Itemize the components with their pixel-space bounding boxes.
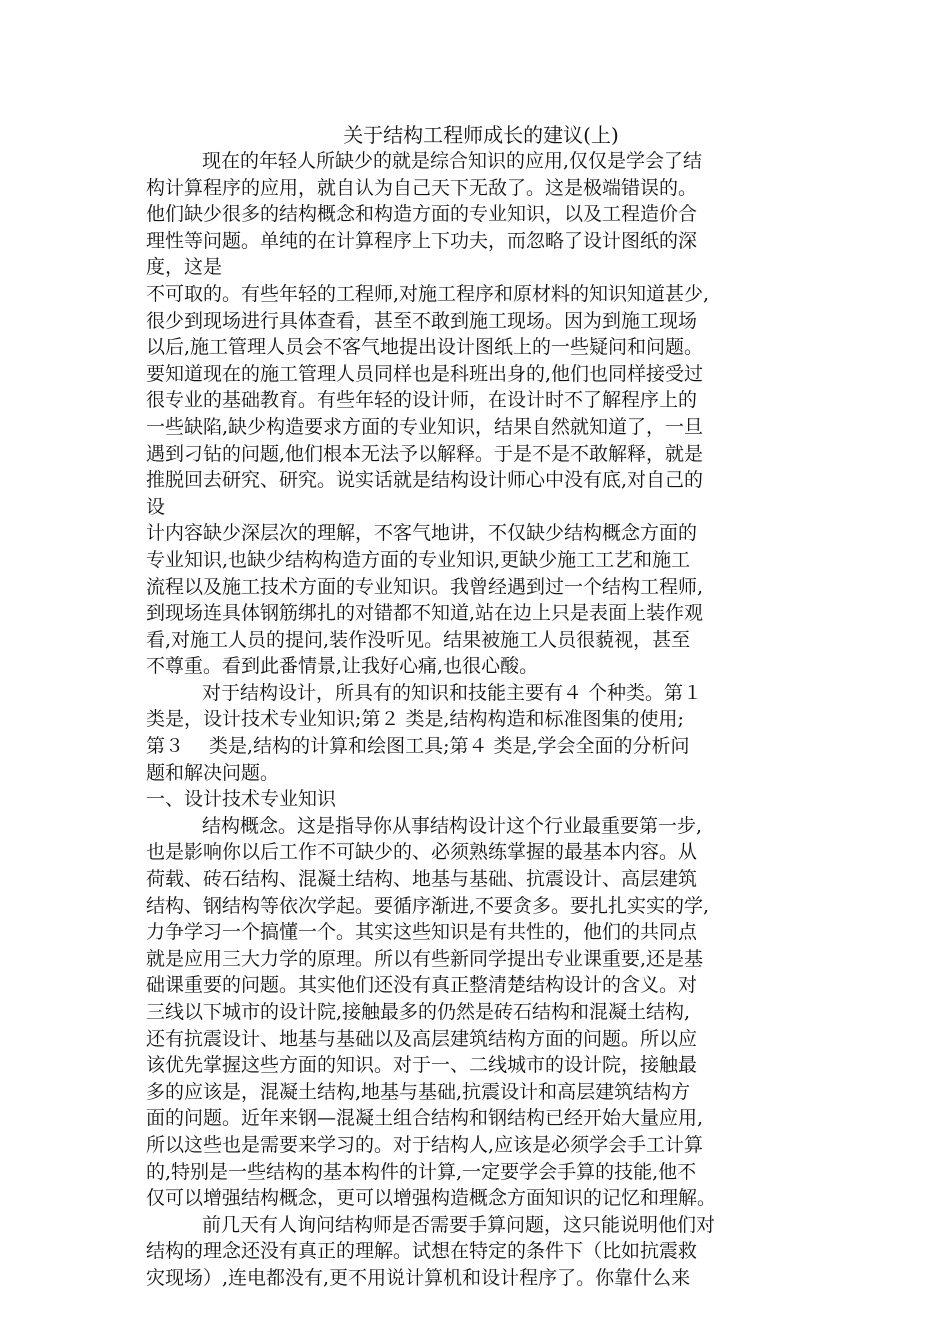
text-line: 一、设计技术专业知识 (146, 788, 337, 811)
text-line: 构计算程序的应用，就自认为自己天下无敌了。这是极端错误的。 (146, 176, 698, 199)
text-line: 还有抗震设计、地基与基础以及高层建筑结构方面的问题。所以应 (146, 1027, 698, 1050)
document-body (146, 148, 816, 1292)
text-line: 灾现场）,连电都没有,更不用说计算机和设计程序了。你靠什么来 (146, 1266, 691, 1289)
text-line: 题和解决问题。 (146, 761, 280, 784)
text-line: 设 (146, 495, 166, 518)
text-line: 仅可以增强结构概念，更可以增强构造概念方面知识的记忆和理解。 (146, 1187, 717, 1210)
text-line: 不尊重。看到此番情景,让我好心痛,也很心酸。 (146, 655, 539, 678)
text-line: 结构的理念还没有真正的理解。试想在特定的条件下（比如抗震救 (146, 1240, 698, 1263)
text-line: 理性等问题。单纯的在计算程序上下功夫，而忽略了设计图纸的深 (146, 229, 698, 252)
text-line: 就是应用三大力学的原理。所以有些新同学提出专业课重要,还是基 (146, 947, 704, 970)
text-line: 础课重要的问题。其实他们还没有真正整清楚结构设计的含义。对 (146, 974, 698, 997)
text-line: 对于结构设计，所具有的知识和技能主要有４ 个种类。第１ (202, 681, 703, 704)
text-line: 以后,施工管理人员会不客气地提出设计图纸上的一些疑问和问题。 (146, 336, 704, 359)
text-line: 计内容缺少深层次的理解，不客气地讲，不仅缺少结构概念方面的 (146, 522, 698, 545)
text-line: 要知道现在的施工管理人员同样也是科班出身的,他们也同样接受过 (146, 362, 704, 385)
text-line: 所以这些也是需要来学习的。对于结构人,应该是必须学会手工计算 (146, 1133, 704, 1156)
text-line: 专业知识,也缺少结构构造方面的专业知识,更缺少施工工艺和施工 (146, 548, 691, 571)
text-line: 的,特别是一些结构的基本构件的计算,一定要学会手算的技能,他不 (146, 1160, 697, 1183)
text-line: 到现场连具体钢筋绑扎的对错都不知道,站在边上只是表面上装作观 (146, 602, 704, 625)
text-line: 度，这是 (146, 256, 223, 279)
text-line: 一些缺陷,缺少构造要求方面的专业知识，结果自然就知道了，一旦 (146, 415, 704, 438)
text-line: 类是，设计技术专业知识;第２ 类是,结构构造和标准图集的使用; (146, 708, 684, 731)
text-line: 结构、钢结构等依次学起。要循序渐进,不要贪多。要扎扎实实的学, (146, 894, 710, 917)
text-line: 力争学习一个搞懂一个。其实这些知识是有共性的，他们的共同点 (146, 921, 698, 944)
text-line: 不可取的。有些年轻的工程师,对施工程序和原材料的知识知道甚少, (146, 282, 710, 305)
text-line: 很专业的基础教育。有些年轻的设计师，在设计时不了解程序上的 (146, 389, 698, 412)
text-line: 该优先掌握这些方面的知识。对于一、二线城市的设计院，接触最 (146, 1054, 698, 1077)
text-line: 面的问题。近年来钢—混凝土组合结构和钢结构已经开始大量应用, (146, 1107, 704, 1130)
text-line: 前几天有人询问结构师是否需要手算问题，这只能说明他们对 (202, 1213, 716, 1236)
text-line: 多的应该是，混凝土结构,地基与基础,抗震设计和高层建筑结构方 (146, 1080, 691, 1103)
text-line: 推脱回去研究、研究。说实话就是结构设计师心中没有底,对自己的 (146, 469, 704, 492)
text-line: 很少到现场进行具体查看，甚至不敢到施工现场。因为到施工现场 (146, 309, 698, 332)
document-title: 关于结构工程师成长的建议(上) (343, 123, 619, 147)
text-line: 三线以下城市的设计院,接触最多的仍然是砖石结构和混凝土结构, (146, 1001, 691, 1023)
text-line: 遇到刁钻的问题,他们根本无法予以解释。于是不是不敢解释，就是 (146, 442, 704, 465)
text-line: 荷载、砖石结构、混凝土结构、地基与基础、抗震设计、高层建筑 (146, 868, 698, 891)
text-line: 现在的年轻人所缺少的就是综合知识的应用,仅仅是学会了结 (202, 150, 703, 172)
text-line: 第３ 类是,结构的计算和绘图工具;第４ 类是,学会全面的分析问 (146, 735, 690, 758)
text-line: 结构概念。这是指导你从事结构设计这个行业最重要第一步, (202, 814, 703, 837)
text-line: 流程以及施工技术方面的专业知识。我曾经遇到过一个结构工程师, (146, 575, 704, 598)
text-line: 看,对施工人员的提问,装作没听见。结果被施工人员很藐视，甚至 (146, 628, 691, 651)
text-line: 也是影响你以后工作不可缺少的、必须熟练掌握的最基本内容。从 (146, 841, 698, 864)
text-line: 他们缺少很多的结构概念和构造方面的专业知识，以及工程造价合 (146, 203, 698, 226)
document-page (146, 122, 816, 1292)
